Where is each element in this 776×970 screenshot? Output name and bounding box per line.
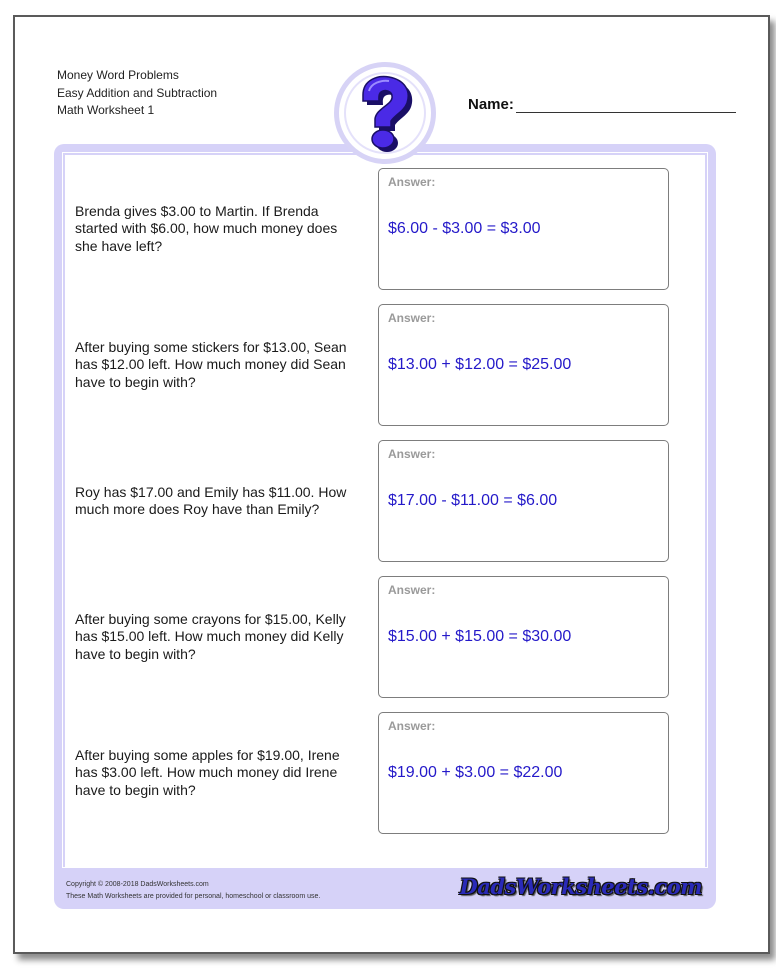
name-field bbox=[468, 96, 736, 113]
answer-label: Answer: bbox=[388, 447, 436, 461]
problem-question: Brenda gives $3.00 to Martin. If Brenda started with $6.00, how much money does she have left? bbox=[75, 202, 338, 254]
problem-row bbox=[54, 168, 716, 290]
worksheet-number: Math Worksheet 1 bbox=[57, 103, 155, 117]
copyright-notice: Copyright © 2008-2018 DadsWorksheets.com bbox=[66, 881, 209, 888]
usage-notice: These Math Worksheets are provided for personal, homeschool or classroom use. bbox=[66, 893, 321, 900]
answer-value: $15.00 + $15.00 = $30.00 bbox=[388, 628, 572, 645]
question-mark-icon bbox=[349, 73, 421, 153]
problem-question: After buying some crayons for $15.00, Kelly has $15.00 left. How much money did Kelly have to begin with? bbox=[75, 610, 346, 662]
problem-row bbox=[54, 440, 716, 562]
problem-question: After buying some stickers for $13.00, Sean has $12.00 left. How much money did Sean have to begin with? bbox=[75, 338, 347, 390]
worksheet-subtitle: Easy Addition and Subtraction bbox=[57, 85, 218, 100]
problem-row bbox=[54, 304, 716, 426]
brand-logo: DadsWorksheets.com bbox=[459, 874, 702, 899]
worksheet-header bbox=[57, 67, 217, 120]
problem-row bbox=[54, 576, 716, 698]
problem-question: Roy has $17.00 and Emily has $11.00. How much more does Roy have than Emily? bbox=[75, 483, 347, 517]
answer-label: Answer: bbox=[388, 583, 436, 597]
footer-text bbox=[66, 879, 320, 903]
answer-value: $13.00 + $12.00 = $25.00 bbox=[388, 356, 572, 373]
answer-box bbox=[378, 304, 669, 426]
problem-question: After buying some apples for $19.00, Irene has $3.00 left. How much money did Irene have to begin with? bbox=[75, 746, 340, 798]
problem-row bbox=[54, 712, 716, 834]
answer-box bbox=[378, 712, 669, 834]
answer-label: Answer: bbox=[388, 311, 436, 325]
name-blank-line bbox=[516, 97, 736, 113]
answer-label: Answer: bbox=[388, 175, 436, 189]
answer-box bbox=[378, 576, 669, 698]
logo-badge bbox=[334, 62, 436, 164]
answer-box bbox=[378, 168, 669, 290]
name-label: Name: bbox=[468, 96, 514, 113]
answer-label: Answer: bbox=[388, 719, 436, 733]
answer-value: $19.00 + $3.00 = $22.00 bbox=[388, 764, 563, 781]
answer-box bbox=[378, 440, 669, 562]
answer-value: $6.00 - $3.00 = $3.00 bbox=[388, 220, 541, 237]
answer-value: $17.00 - $11.00 = $6.00 bbox=[388, 492, 558, 509]
worksheet-title: Money Word Problems bbox=[57, 68, 179, 82]
problems-panel bbox=[54, 144, 716, 909]
